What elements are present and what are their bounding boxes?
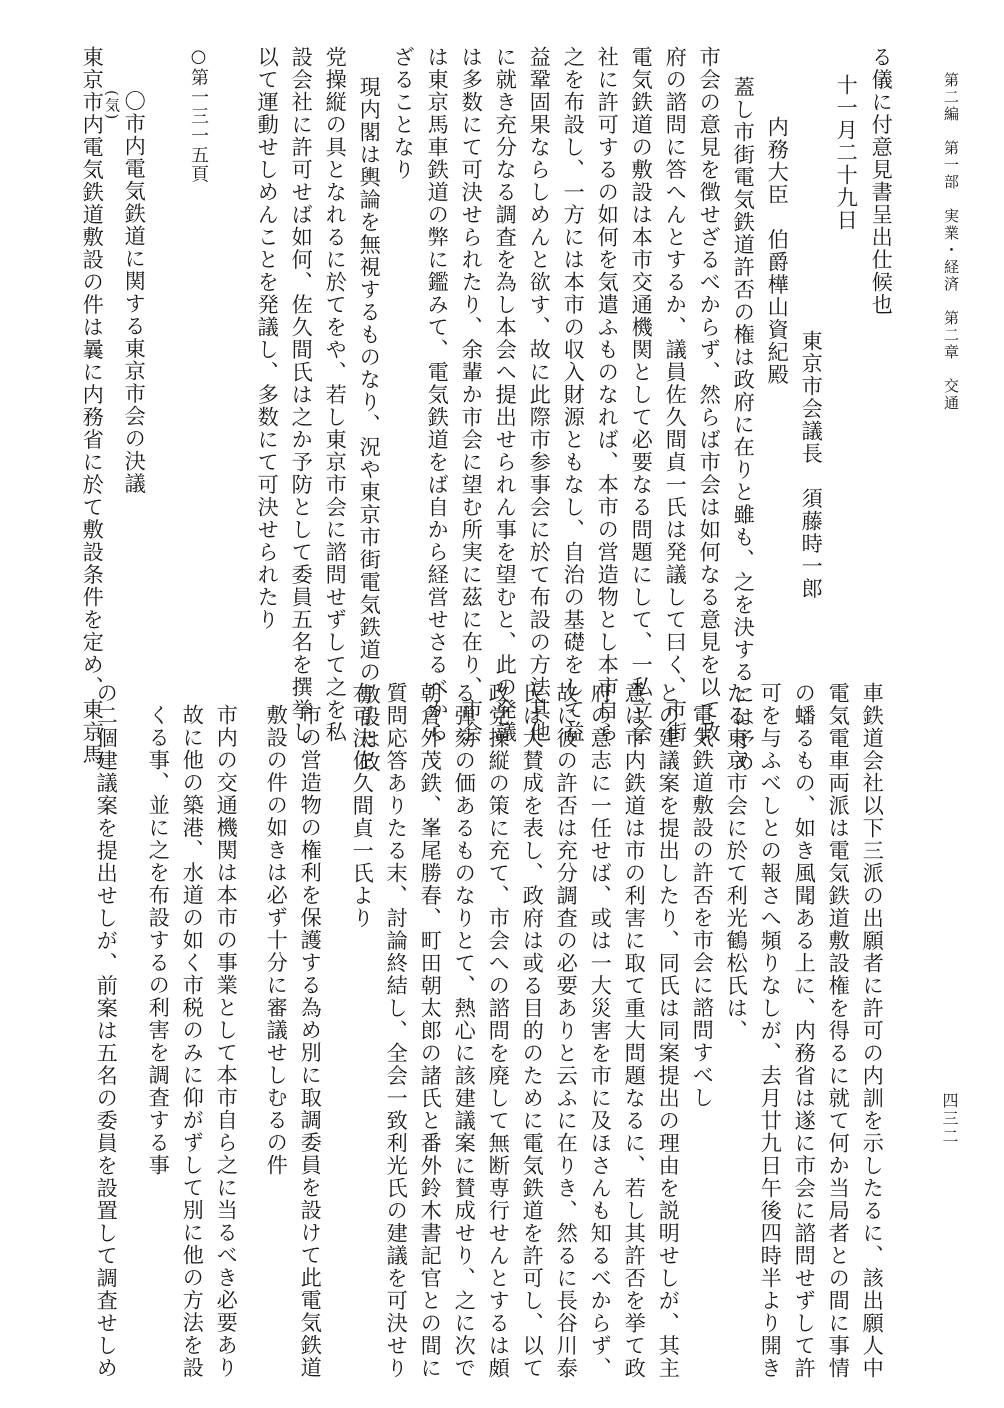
page-number: 四三二 xyxy=(940,1092,959,1146)
text-column: 敷設の件の如きは必ず十分に審議せしむるの件 xyxy=(264,704,290,1177)
text-column: 東京市会議長 須藤時一郎 xyxy=(799,330,825,600)
text-column: の二個建議案を提出せしが、前案は五名の委員を設置して調査せしめ xyxy=(94,682,120,1380)
text-column: 現内閣は輿論を無視するものなり、況や東京市街電気鉄道の敷設は政 xyxy=(357,76,383,774)
section-reference: ○第一三一五頁 xyxy=(188,46,209,185)
text-column: 質問応答ありたる末、討論終結し、全会一致利光氏の建議を可決せり xyxy=(384,682,410,1380)
text-column: 故に他の築港、水道の如く市税のみに仰がずして別に他の方法を設 xyxy=(180,704,206,1379)
text-column: の蟠るもの、如き風聞ある上に、内務省は遂に市会に諮問せずして許 xyxy=(792,682,818,1380)
text-column: 朝倉外茂鉄、峯尾勝春、町田朝太郎の諸氏と番外鈴木書記官との間に xyxy=(418,682,444,1380)
text-column: 電気鉄道の敷設は本市交通機関として必要なる問題にして、一私立会 xyxy=(629,46,655,744)
text-column: ざることなり xyxy=(391,46,417,181)
text-column: 社に許可するの如何を気遣ふものなれば、本市の営造物とし本市自ら xyxy=(595,46,621,744)
section-heading: 〇市内電気鉄道に関する東京市会の決議 xyxy=(122,90,148,495)
text-column: 電気電車両派は電気鉄道敷設権を得るに就て何か当局者との間に事情 xyxy=(826,682,852,1380)
text-column: 故に彼の許否は充分調査の必要ありと云ふに在りき、然るに長谷川泰 xyxy=(554,682,580,1380)
text-column: 東京市内電気鉄道敷設の件は曩に内務省に於て敷設条件を定め、東京馬 xyxy=(80,46,106,766)
text-column: 之を布設し、一方には本市の収入財源ともなし、自治の基礎をして益 xyxy=(561,46,587,744)
running-header: 第二編 第一部 実業・経済 第二章 交通 xyxy=(942,72,960,412)
text-column: 十一月二十九日 xyxy=(834,74,860,232)
text-column: は東京馬車鉄道の弊に鑑みて、電気鉄道をば自から経営せさるべから xyxy=(425,46,451,744)
text-column: 電気鉄道敷設の許否を市会に諮問すべし xyxy=(690,704,716,1109)
text-column: 市内の交通機関は本市の事業として本市自ら之に当るべき必要あり xyxy=(214,704,240,1379)
text-column: くる事、並に之を布設するの利害を調査する事 xyxy=(146,704,172,1177)
text-column: 府の諮問に答へんとするか、議員佐久間貞一氏は発議して曰く、市街 xyxy=(663,46,689,744)
text-column: 車鉄道会社以下三派の出願者に許可の内訓を示したるに、該出願人中 xyxy=(860,682,886,1380)
text-column: る儀に付意見書呈出仕候也 xyxy=(869,46,895,316)
text-column: 市の営造物の権利を保護する為め別に取調委員を設けて此電気鉄道 xyxy=(298,704,324,1379)
text-column: 市会の意見を徴せざるべからず、然らば市会は如何なる意見を以て政 xyxy=(697,46,723,744)
text-column: 政党操縦の策に充て、市会への諮問を廃して無断専行せんとするは頗 xyxy=(486,682,512,1380)
text-column: 蓋し市街電気鉄道許否の権は政府に在りと雖も、之を決するには予め xyxy=(731,76,757,774)
text-column: 益鞏固果ならしめんと欲す、故に此際市参事会に於て布設の方法其他 xyxy=(527,46,553,744)
text-column: 意は市内鉄道は市の利害に取て重大問題なるに、若し其許否を挙て政 xyxy=(622,682,648,1380)
text-column: 党操縦の具となれるに於てをや、若し東京市会に諮問せずして之を私 xyxy=(323,46,349,744)
text-column: との建議案を提出したり、同氏は同案提出の理由を説明せしが、其主 xyxy=(656,682,682,1380)
text-column: 氏は大賛成を表し、政府は或る目的のために電気鉄道を許可し、以て xyxy=(520,682,546,1380)
text-column: 右可決佐久間貞一氏より xyxy=(350,682,376,930)
text-column: る弾劾の価あるものなりとて、熱心に該建議案に賛成せり、之に次で xyxy=(452,682,478,1380)
text-column: は多数にて可決せられたり、余輩か市会に望む所実に茲に在り、市会 xyxy=(459,46,485,744)
text-column: 内務大臣 伯爵樺山資紀殿 xyxy=(765,116,791,386)
text-column: 可を与ふべしとの報さへ頻りなしが、去月廿九日午後四時半より開き xyxy=(758,682,784,1380)
text-column: 以て運動せしめんことを発議し、多数にて可決せられたり xyxy=(255,46,281,631)
source-annotation: (気) xyxy=(103,90,121,121)
text-column: たる東京市会に於て利光鶴松氏は、 xyxy=(724,682,750,1042)
text-column: 設会社に許可せば如何、佐久間氏は之か予防として委員五名を撰挙し xyxy=(289,46,315,744)
text-column: に就き充分なる調査を為し本会へ提出せられん事を望むと、此の発議 xyxy=(493,46,519,744)
text-column: 府の意志に一任せば、或は一大災害を市に及ほさんも知るべからず、 xyxy=(588,682,614,1380)
